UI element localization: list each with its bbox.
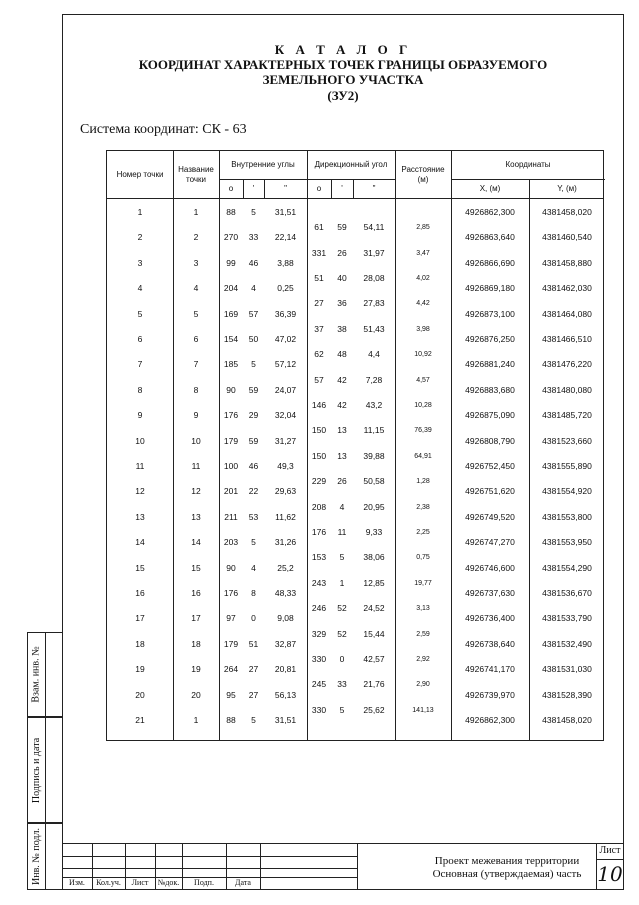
stamp-label-koluch: Кол.уч. bbox=[96, 878, 121, 887]
segment-distance: 4,02 bbox=[416, 275, 430, 283]
inner-angle-degrees: 88 bbox=[226, 715, 236, 725]
point-name: 12 bbox=[191, 486, 201, 497]
inner-angle-seconds: 9,08 bbox=[277, 613, 294, 624]
coordinate-x: 4926883,680 bbox=[465, 384, 515, 395]
header-dir-minutes: ' bbox=[341, 183, 343, 193]
inner-angle-minutes: 27 bbox=[248, 664, 259, 675]
point-number: 21 bbox=[135, 715, 145, 725]
dir-angle-seconds: 24,52 bbox=[363, 603, 385, 614]
inner-angle-seconds: 47,02 bbox=[274, 334, 297, 344]
dir-angle-minutes: 36 bbox=[337, 298, 347, 309]
segment-distance: 10,28 bbox=[414, 402, 432, 410]
segment-distance: 4,57 bbox=[416, 376, 430, 384]
coordinate-y: 4381523,660 bbox=[542, 435, 592, 446]
segment-distance: 0,75 bbox=[416, 554, 430, 562]
segment-distance: 2,59 bbox=[416, 630, 430, 638]
catalog-subtitle-3: (ЗУ2) bbox=[327, 88, 359, 103]
coordinate-x: 4926862,300 bbox=[465, 207, 515, 217]
catalog-title: К А Т А Л О Г bbox=[274, 42, 412, 57]
segment-distance: 2,25 bbox=[416, 529, 430, 537]
inner-angle-minutes: 22 bbox=[248, 486, 259, 497]
coordinate-y: 4381555,890 bbox=[542, 461, 592, 471]
inner-angle-seconds: 36,39 bbox=[274, 308, 297, 319]
point-name: 6 bbox=[193, 334, 199, 344]
dir-angle-minutes: 5 bbox=[339, 552, 345, 563]
point-number: 7 bbox=[137, 359, 143, 370]
margin-label-vzam: Взам. инв. № bbox=[31, 646, 43, 703]
inner-angle-degrees: 185 bbox=[223, 359, 239, 370]
dir-angle-minutes: 4 bbox=[339, 501, 345, 512]
coordinate-y: 4381554,920 bbox=[542, 486, 592, 497]
segment-distance: 10,92 bbox=[414, 351, 432, 359]
inner-angle-seconds: 22,14 bbox=[274, 232, 297, 243]
point-name: 11 bbox=[191, 461, 201, 471]
header-point-name: Название точки bbox=[178, 164, 214, 184]
inner-angle-minutes: 50 bbox=[248, 334, 259, 344]
dir-angle-seconds: 43,2 bbox=[365, 400, 383, 411]
coordinate-x: 4926808,790 bbox=[465, 435, 515, 446]
coordinate-x: 4926873,100 bbox=[465, 308, 515, 319]
inner-angle-minutes: 59 bbox=[248, 435, 259, 446]
inner-angle-degrees: 97 bbox=[226, 613, 236, 624]
point-number: 18 bbox=[135, 638, 145, 649]
point-number: 16 bbox=[135, 588, 145, 598]
header-inner-minutes: ' bbox=[252, 183, 255, 193]
inner-angle-minutes: 57 bbox=[248, 308, 259, 319]
header-distance: Расстояние (м) bbox=[401, 164, 445, 184]
coordinate-y: 4381532,490 bbox=[542, 638, 592, 649]
point-name: 10 bbox=[191, 435, 201, 446]
coordinate-y: 4381458,880 bbox=[542, 257, 592, 268]
coordinate-x: 4926736,400 bbox=[465, 613, 515, 624]
dir-angle-minutes: 13 bbox=[337, 450, 347, 461]
coordinate-y: 4381531,030 bbox=[542, 664, 592, 675]
point-number: 12 bbox=[135, 486, 145, 497]
coordinate-y: 4381460,540 bbox=[542, 232, 592, 243]
coordinate-x: 4926738,640 bbox=[465, 638, 515, 649]
dir-angle-minutes: 42 bbox=[337, 374, 347, 385]
stamp-label-list: Лист bbox=[131, 878, 149, 887]
coordinate-y: 4381464,080 bbox=[542, 308, 592, 319]
segment-distance: 4,42 bbox=[416, 300, 430, 308]
catalog-subtitle-2: ЗЕМЕЛЬНОГО УЧАСТКА bbox=[262, 72, 424, 87]
dir-angle-degrees: 61 bbox=[314, 222, 324, 233]
coordinate-x: 4926752,450 bbox=[465, 461, 515, 471]
point-number: 13 bbox=[135, 511, 145, 522]
point-number: 5 bbox=[137, 308, 143, 319]
coordinate-x: 4926876,250 bbox=[465, 334, 515, 344]
title-block bbox=[62, 843, 624, 890]
inner-angle-seconds: 25,2 bbox=[277, 562, 294, 573]
dir-angle-minutes: 52 bbox=[337, 628, 347, 639]
dir-angle-seconds: 21,76 bbox=[363, 679, 385, 690]
point-number: 1 bbox=[137, 207, 143, 217]
inner-angle-minutes: 5 bbox=[251, 359, 256, 370]
catalog-subtitle-1: КООРДИНАТ ХАРАКТЕРНЫХ ТОЧЕК ГРАНИЦЫ ОБРАЗУЕМОГО bbox=[138, 57, 548, 72]
coordinate-x: 4926749,520 bbox=[465, 511, 515, 522]
project-title-line-1: Проект межевания территории bbox=[434, 855, 580, 867]
inner-angle-seconds: 31,26 bbox=[274, 537, 297, 548]
dir-angle-degrees: 208 bbox=[311, 501, 327, 512]
dir-angle-minutes: 11 bbox=[337, 527, 347, 538]
dir-angle-seconds: 20,95 bbox=[363, 501, 385, 512]
coordinate-x: 4926862,300 bbox=[465, 715, 515, 725]
point-name: 17 bbox=[191, 613, 201, 624]
coordinate-x: 4926747,270 bbox=[465, 537, 515, 548]
segment-distance: 2,90 bbox=[416, 681, 430, 689]
coordinate-y: 4381458,020 bbox=[542, 715, 592, 725]
segment-distance: 3,98 bbox=[416, 325, 430, 333]
dir-angle-seconds: 51,43 bbox=[363, 323, 385, 334]
dir-angle-seconds: 4,4 bbox=[368, 349, 380, 360]
dir-angle-degrees: 27 bbox=[314, 298, 324, 309]
margin-stamp-inventory bbox=[27, 823, 62, 890]
coordinate-y: 4381533,790 bbox=[542, 613, 592, 624]
dir-angle-degrees: 331 bbox=[311, 247, 327, 258]
point-number: 15 bbox=[135, 562, 145, 573]
dir-angle-seconds: 28,08 bbox=[363, 273, 385, 284]
inner-angle-minutes: 46 bbox=[248, 461, 259, 471]
dir-angle-seconds: 11,15 bbox=[363, 425, 385, 436]
inner-angle-minutes: 27 bbox=[248, 689, 259, 700]
dir-angle-minutes: 1 bbox=[339, 577, 345, 588]
dir-angle-minutes: 59 bbox=[337, 222, 347, 233]
inner-angle-degrees: 176 bbox=[223, 410, 239, 421]
inner-angle-degrees: 100 bbox=[223, 461, 239, 471]
inner-angle-degrees: 211 bbox=[224, 511, 238, 522]
coordinate-x: 4926739,970 bbox=[465, 689, 515, 700]
header-x: X, (м) bbox=[479, 183, 501, 193]
dir-angle-degrees: 150 bbox=[311, 425, 327, 436]
project-title-line-2: Основная (утверждаемая) часть bbox=[432, 868, 582, 880]
point-name: 4 bbox=[193, 283, 199, 294]
point-number: 11 bbox=[135, 461, 145, 471]
dir-angle-minutes: 38 bbox=[337, 323, 347, 334]
segment-distance: 2,92 bbox=[416, 656, 430, 664]
dir-angle-seconds: 27,83 bbox=[363, 298, 385, 309]
inner-angle-degrees: 264 bbox=[223, 664, 239, 675]
point-name: 19 bbox=[191, 664, 201, 675]
header-inner-angles: Внутренние углы bbox=[231, 160, 295, 169]
point-name: 1 bbox=[193, 715, 199, 725]
dir-angle-seconds: 9,33 bbox=[365, 527, 383, 538]
inner-angle-degrees: 270 bbox=[223, 232, 239, 243]
coordinate-y: 4381476,220 bbox=[542, 359, 592, 370]
point-name: 9 bbox=[193, 410, 199, 421]
inner-angle-seconds: 31,51 bbox=[274, 207, 297, 217]
segment-distance: 2,85 bbox=[416, 224, 430, 232]
coordinate-x: 4926746,600 bbox=[465, 562, 515, 573]
inner-angle-seconds: 3,88 bbox=[277, 257, 294, 268]
inner-angle-seconds: 11,62 bbox=[275, 511, 296, 522]
inner-angle-degrees: 90 bbox=[226, 562, 236, 573]
coordinate-y: 4381458,020 bbox=[542, 207, 592, 217]
dir-angle-minutes: 33 bbox=[337, 679, 347, 690]
coordinate-y: 4381553,950 bbox=[542, 537, 592, 548]
point-number: 19 bbox=[135, 664, 145, 675]
coordinate-y: 4381485,720 bbox=[542, 410, 592, 421]
dir-angle-minutes: 42 bbox=[337, 400, 347, 411]
margin-stamp-replacement bbox=[27, 632, 62, 717]
header-y: Y, (м) bbox=[557, 183, 577, 193]
point-number: 6 bbox=[137, 334, 143, 344]
point-name: 14 bbox=[191, 537, 201, 548]
dir-angle-minutes: 5 bbox=[339, 704, 345, 715]
inner-angle-degrees: 99 bbox=[226, 257, 236, 268]
point-name: 15 bbox=[191, 562, 201, 573]
coordinate-x: 4926869,180 bbox=[465, 283, 515, 294]
dir-angle-degrees: 146 bbox=[311, 400, 327, 411]
inner-angle-degrees: 179 bbox=[223, 638, 239, 649]
dir-angle-degrees: 229 bbox=[311, 476, 327, 487]
dir-angle-seconds: 12,85 bbox=[363, 577, 385, 588]
inner-angle-minutes: 59 bbox=[248, 384, 259, 395]
segment-distance: 141,13 bbox=[412, 706, 434, 714]
inner-angle-seconds: 48,33 bbox=[274, 588, 297, 598]
sheet-number: 10 bbox=[597, 862, 623, 886]
point-number: 4 bbox=[137, 283, 143, 294]
coordinate-x: 4926866,690 bbox=[465, 257, 515, 268]
segment-distance: 3,47 bbox=[416, 249, 430, 257]
inner-angle-degrees: 88 bbox=[226, 207, 236, 217]
dir-angle-seconds: 50,58 bbox=[363, 476, 385, 487]
inner-angle-seconds: 20,81 bbox=[274, 664, 297, 675]
coordinate-x: 4926737,630 bbox=[465, 588, 515, 598]
inner-angle-degrees: 176 bbox=[223, 588, 239, 598]
dir-angle-degrees: 245 bbox=[311, 679, 327, 690]
inner-angle-seconds: 0,25 bbox=[277, 283, 294, 294]
dir-angle-degrees: 243 bbox=[311, 577, 327, 588]
inner-angle-degrees: 204 bbox=[223, 283, 239, 294]
coordinate-y: 4381528,390 bbox=[542, 689, 592, 700]
inner-angle-minutes: 46 bbox=[248, 257, 259, 268]
stamp-label-data: Дата bbox=[235, 878, 251, 887]
header-inner-seconds: " bbox=[284, 183, 287, 193]
point-number: 8 bbox=[137, 384, 143, 395]
inner-angle-seconds: 32,87 bbox=[274, 638, 297, 649]
segment-distance: 19,77 bbox=[414, 579, 432, 587]
inner-angle-minutes: 8 bbox=[251, 588, 256, 598]
inner-angle-degrees: 154 bbox=[223, 334, 239, 344]
stamp-label-izm: Изм. bbox=[69, 878, 85, 887]
dir-angle-seconds: 31,97 bbox=[363, 247, 385, 258]
header-directional-angle: Дирекционный угол bbox=[314, 160, 388, 169]
inner-angle-minutes: 4 bbox=[251, 562, 256, 573]
point-name: 8 bbox=[193, 384, 199, 395]
coordinates-table bbox=[106, 150, 604, 741]
dir-angle-seconds: 39,88 bbox=[363, 450, 385, 461]
point-number: 17 bbox=[135, 613, 145, 624]
point-name: 7 bbox=[193, 359, 199, 370]
coordinate-x: 4926863,640 bbox=[465, 232, 515, 243]
dir-angle-degrees: 37 bbox=[314, 323, 324, 334]
dir-angle-degrees: 330 bbox=[311, 654, 327, 665]
point-name: 16 bbox=[191, 588, 201, 598]
dir-angle-degrees: 246 bbox=[311, 603, 327, 614]
point-number: 9 bbox=[137, 410, 143, 421]
inner-angle-degrees: 201 bbox=[223, 486, 239, 497]
inner-angle-degrees: 203 bbox=[223, 537, 239, 548]
dir-angle-minutes: 48 bbox=[337, 349, 347, 360]
inner-angle-seconds: 57,12 bbox=[274, 359, 297, 370]
dir-angle-seconds: 25,62 bbox=[363, 704, 385, 715]
point-name: 13 bbox=[191, 511, 201, 522]
segment-distance: 1,28 bbox=[416, 478, 430, 486]
coordinate-y: 4381553,800 bbox=[542, 511, 592, 522]
point-name: 1 bbox=[193, 207, 199, 217]
dir-angle-seconds: 54,11 bbox=[363, 222, 385, 233]
inner-angle-seconds: 32,04 bbox=[274, 410, 297, 421]
dir-angle-degrees: 330 bbox=[311, 704, 327, 715]
sheet-label: Лист bbox=[599, 845, 621, 856]
dir-angle-seconds: 42,57 bbox=[363, 654, 385, 665]
inner-angle-minutes: 5 bbox=[251, 537, 256, 548]
inner-angle-minutes: 5 bbox=[251, 207, 256, 217]
dir-angle-minutes: 13 bbox=[337, 425, 347, 436]
coordinate-x: 4926875,090 bbox=[465, 410, 515, 421]
point-number: 10 bbox=[135, 435, 145, 446]
margin-label-inv: Инв. № подл. bbox=[31, 828, 43, 885]
header-dir-degrees: о bbox=[316, 183, 322, 193]
segment-distance: 76,39 bbox=[414, 427, 432, 435]
coordinate-y: 4381466,510 bbox=[542, 334, 592, 344]
point-number: 14 bbox=[135, 537, 145, 548]
coordinate-y: 4381480,080 bbox=[542, 384, 592, 395]
inner-angle-minutes: 53 bbox=[248, 511, 259, 522]
coordinate-x: 4926741,170 bbox=[465, 664, 515, 675]
dir-angle-minutes: 52 bbox=[337, 603, 347, 614]
dir-angle-degrees: 150 bbox=[311, 450, 327, 461]
inner-angle-degrees: 95 bbox=[226, 689, 236, 700]
dir-angle-degrees: 57 bbox=[314, 374, 324, 385]
dir-angle-minutes: 0 bbox=[339, 654, 345, 665]
dir-angle-minutes: 40 bbox=[337, 273, 347, 284]
inner-angle-seconds: 24,07 bbox=[274, 384, 297, 395]
point-number: 3 bbox=[137, 257, 143, 268]
inner-angle-minutes: 0 bbox=[251, 613, 256, 624]
header-coordinates: Координаты bbox=[505, 160, 551, 169]
coordinate-x: 4926751,620 bbox=[465, 486, 515, 497]
inner-angle-minutes: 5 bbox=[251, 715, 256, 725]
point-name: 5 bbox=[193, 308, 199, 319]
dir-angle-minutes: 26 bbox=[337, 247, 347, 258]
stamp-label-ndok: №док. bbox=[157, 878, 180, 887]
inner-angle-seconds: 56,13 bbox=[274, 689, 297, 700]
dir-angle-seconds: 38,06 bbox=[363, 552, 385, 563]
coordinate-y: 4381554,290 bbox=[542, 562, 592, 573]
inner-angle-minutes: 33 bbox=[248, 232, 259, 243]
margin-stamp-signature bbox=[27, 717, 62, 823]
inner-angle-degrees: 179 bbox=[223, 435, 239, 446]
coordinate-x: 4926881,240 bbox=[465, 359, 515, 370]
header-inner-degrees: о bbox=[228, 183, 234, 193]
point-number: 2 bbox=[137, 232, 143, 243]
stamp-label-podp: Подп. bbox=[194, 878, 214, 887]
inner-angle-seconds: 29,63 bbox=[274, 486, 297, 497]
inner-angle-seconds: 31,27 bbox=[274, 435, 297, 446]
inner-angle-minutes: 4 bbox=[251, 283, 256, 294]
header-dir-seconds: " bbox=[372, 183, 376, 193]
margin-label-podpis: Подпись и дата bbox=[31, 737, 42, 803]
point-name: 18 bbox=[191, 638, 201, 649]
dir-angle-degrees: 176 bbox=[311, 527, 327, 538]
dir-angle-minutes: 26 bbox=[337, 476, 347, 487]
dir-angle-degrees: 62 bbox=[314, 349, 324, 360]
dir-angle-degrees: 153 bbox=[311, 552, 327, 563]
inner-angle-degrees: 169 bbox=[223, 308, 239, 319]
dir-angle-seconds: 15,44 bbox=[363, 628, 385, 639]
header-point-number: Номер точки bbox=[116, 169, 164, 179]
dir-angle-degrees: 51 bbox=[314, 273, 324, 284]
inner-angle-seconds: 31,51 bbox=[274, 715, 297, 725]
point-name: 20 bbox=[191, 689, 201, 700]
segment-distance: 64,91 bbox=[414, 452, 432, 460]
inner-angle-minutes: 51 bbox=[248, 638, 259, 649]
coordinate-system: Система координат: СК - 63 bbox=[80, 122, 247, 137]
point-name: 2 bbox=[193, 232, 199, 243]
inner-angle-degrees: 90 bbox=[226, 384, 236, 395]
dir-angle-seconds: 7,28 bbox=[365, 374, 383, 385]
inner-angle-minutes: 29 bbox=[248, 410, 259, 421]
dir-angle-degrees: 329 bbox=[311, 628, 327, 639]
point-number: 20 bbox=[135, 689, 145, 700]
segment-distance: 2,38 bbox=[416, 503, 430, 511]
segment-distance: 3,13 bbox=[416, 605, 430, 613]
point-name: 3 bbox=[193, 257, 199, 268]
inner-angle-seconds: 49,3 bbox=[277, 461, 294, 471]
coordinate-y: 4381536,670 bbox=[542, 588, 592, 598]
coordinate-y: 4381462,030 bbox=[542, 283, 592, 294]
